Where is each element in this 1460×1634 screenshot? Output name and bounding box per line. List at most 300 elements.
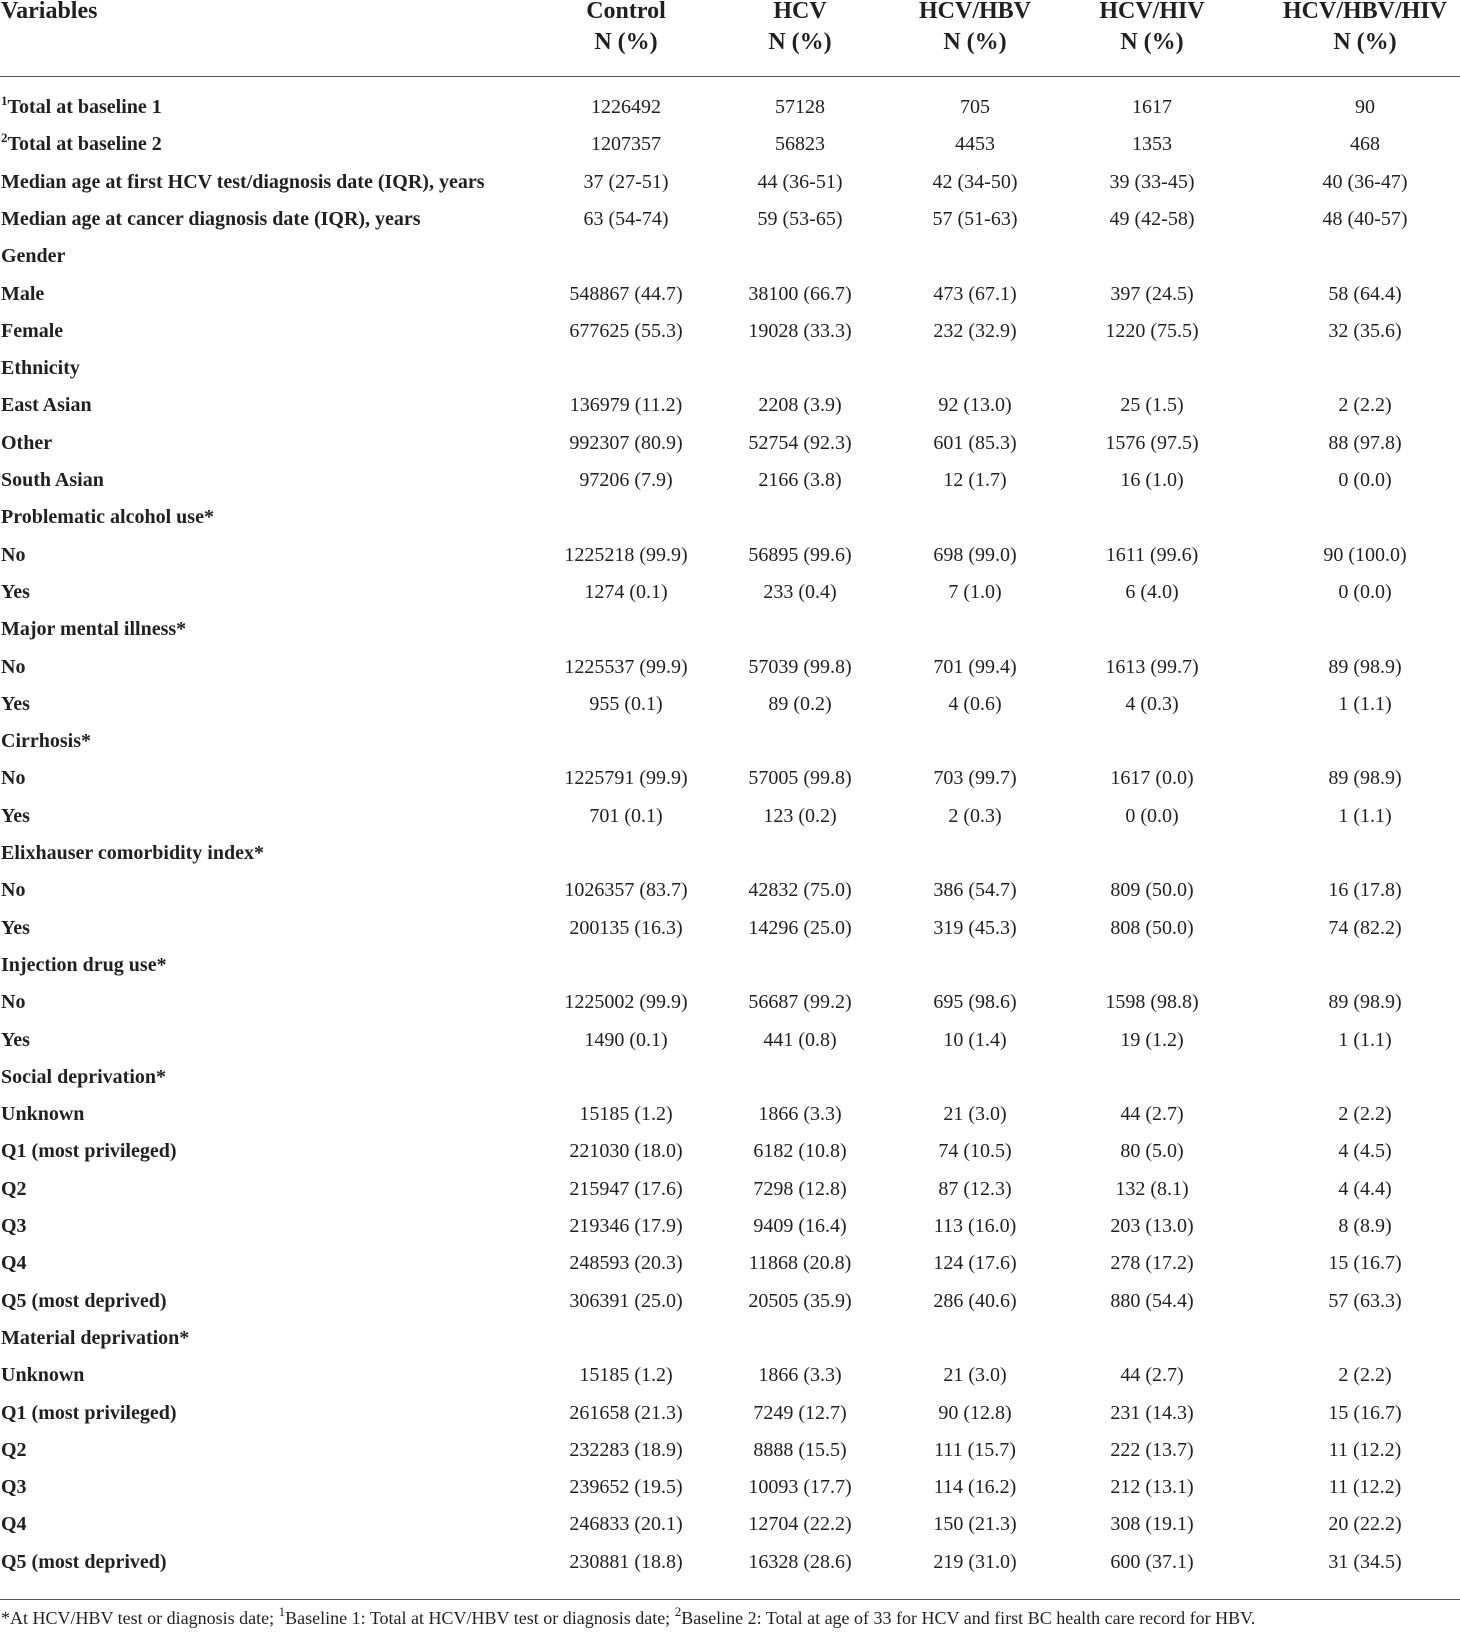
table-row	[0, 574, 1460, 611]
row-label	[1, 537, 25, 574]
table-cell: 48 (40-57)	[1322, 207, 1408, 230]
column-header-unit: N (%)	[768, 29, 832, 55]
table-cell: 1617	[1132, 96, 1172, 118]
table-cell: 87 (12.3)	[938, 1177, 1012, 1200]
table-section-row	[0, 499, 1460, 536]
row-label	[1, 201, 421, 238]
table-cell: 212 (13.1)	[1110, 1476, 1194, 1499]
table-row	[0, 760, 1460, 797]
table-row	[0, 984, 1460, 1021]
table-cell: 57005 (99.8)	[748, 767, 852, 790]
table-cell: 52754 (92.3)	[748, 431, 852, 454]
table-cell: 12704 (22.2)	[748, 1513, 852, 1536]
table-cell: 246833 (20.1)	[569, 1513, 683, 1536]
row-label-text: Q5 (most deprived)	[1, 1289, 167, 1312]
column-header-unit: N (%)	[594, 29, 658, 55]
table-cell: 233 (0.4)	[763, 580, 837, 603]
row-label-text: Yes	[1, 916, 30, 939]
row-label-text: Q1 (most privileged)	[1, 1401, 177, 1424]
column-header	[1265, 0, 1460, 58]
table-row	[0, 164, 1460, 201]
row-label	[1, 649, 25, 686]
column-header	[1052, 0, 1252, 58]
row-label-text: Q2	[1, 1177, 27, 1200]
table-row	[0, 1283, 1460, 1320]
table-cell: 8 (8.9)	[1338, 1215, 1392, 1237]
table-cell: 21 (3.0)	[943, 1364, 1007, 1387]
table-cell: 808 (50.0)	[1110, 916, 1194, 939]
table-cell: 90	[1355, 96, 1375, 118]
table-row	[0, 798, 1460, 835]
table-cell: 809 (50.0)	[1110, 879, 1194, 902]
row-label-text: Yes	[1, 1028, 30, 1051]
table-cell: 16 (1.0)	[1120, 469, 1184, 491]
row-label	[1, 1133, 177, 1170]
table-cell: 703 (99.7)	[933, 767, 1017, 790]
table-cell: 114 (16.2)	[933, 1476, 1017, 1499]
table-cell: 1353	[1132, 133, 1172, 156]
table-footnote	[1, 1606, 1255, 1630]
footer-rule	[0, 1599, 1460, 1600]
table-cell: 63 (54-74)	[583, 207, 669, 230]
footnote-text-2: Baseline 1: Total at HCV/HBV test or diagnosis date;	[285, 1608, 675, 1628]
row-label	[1, 1171, 27, 1208]
table-cell: 90 (12.8)	[938, 1401, 1012, 1424]
row-label	[1, 425, 52, 462]
row-label-text: Unknown	[1, 1103, 85, 1126]
table-cell: 386 (54.7)	[933, 879, 1017, 902]
table-cell: 219 (31.0)	[933, 1550, 1017, 1573]
table-cell: 1274 (0.1)	[584, 580, 668, 603]
table-cell: 1576 (97.5)	[1105, 431, 1199, 454]
table-cell: 15185 (1.2)	[579, 1364, 673, 1387]
row-label-text: Yes	[1, 804, 30, 827]
table-cell: 42832 (75.0)	[748, 879, 852, 902]
table-row	[0, 1395, 1460, 1432]
table-cell: 1026357 (83.7)	[564, 879, 688, 902]
row-label-text: No	[1, 991, 26, 1014]
table-cell: 57039 (99.8)	[748, 655, 852, 678]
row-label	[1, 1022, 30, 1059]
footnote-text-3: Baseline 2: Total at age of 33 for HCV and first BC health care record for HBV.	[681, 1608, 1256, 1628]
row-label	[1, 760, 25, 797]
table-cell: 49 (42-58)	[1109, 207, 1195, 230]
table-cell: 705	[960, 96, 990, 118]
table-row	[0, 1096, 1460, 1133]
row-label-text: Problematic alcohol use*	[1, 506, 214, 529]
table-cell: 19028 (33.3)	[748, 319, 852, 342]
row-label	[1, 1544, 167, 1581]
table-section-row	[0, 1320, 1460, 1357]
table-cell: 15 (16.7)	[1328, 1252, 1402, 1275]
table-row	[0, 1469, 1460, 1506]
row-label	[1, 276, 44, 313]
row-label-text: Other	[1, 431, 53, 454]
table-section-row	[0, 723, 1460, 760]
table-cell: 89 (98.9)	[1328, 767, 1402, 790]
row-label-text: Injection drug use*	[1, 953, 167, 976]
table-row	[0, 425, 1460, 462]
column-header	[526, 0, 726, 58]
table-cell: 15 (16.7)	[1328, 1401, 1402, 1424]
column-header	[700, 0, 900, 58]
table-cell: 701 (99.4)	[933, 655, 1017, 678]
table-cell: 89 (98.9)	[1328, 655, 1402, 678]
table-cell: 15185 (1.2)	[579, 1103, 673, 1126]
table-cell: 601 (85.3)	[933, 431, 1017, 454]
table-cell: 11868 (20.8)	[748, 1252, 852, 1275]
row-label	[1, 1320, 189, 1357]
row-label	[1, 1432, 27, 1469]
column-header	[875, 0, 1075, 58]
row-label-text: No	[1, 655, 26, 678]
table-row	[0, 1245, 1460, 1282]
row-label-text: Elixhauser comorbidity index*	[1, 842, 264, 864]
table-cell: 7298 (12.8)	[753, 1177, 847, 1200]
table-cell: 1 (1.1)	[1338, 692, 1392, 715]
table-cell: 56687 (99.2)	[748, 991, 852, 1014]
row-label	[1, 238, 65, 275]
table-cell: 4 (0.6)	[948, 692, 1002, 715]
table-cell: 1225791 (99.9)	[564, 767, 688, 790]
table-section-row	[0, 611, 1460, 648]
table-cell: 9409 (16.4)	[753, 1215, 847, 1237]
row-label-text: Ethnicity	[1, 357, 80, 380]
table-cell: 59 (53-65)	[757, 207, 843, 230]
variables-header: Variables	[1, 0, 98, 24]
row-label-text: No	[1, 879, 26, 902]
table-cell: 200135 (16.3)	[569, 916, 683, 939]
table-cell: 25 (1.5)	[1120, 394, 1184, 417]
column-header-name: Control	[586, 0, 666, 24]
table-cell: 1 (1.1)	[1338, 1028, 1392, 1051]
table-cell: 44 (36-51)	[757, 170, 843, 193]
row-label-text: No	[1, 767, 26, 790]
row-label	[1, 1245, 27, 1282]
row-label-text: Q3	[1, 1215, 27, 1237]
table-cell: 7 (1.0)	[948, 580, 1002, 603]
column-header-name: HCV	[773, 0, 827, 24]
table-cell: 58 (64.4)	[1328, 282, 1402, 305]
row-label	[1, 1357, 84, 1394]
row-label	[1, 1506, 27, 1543]
table-cell: 1613 (99.7)	[1105, 655, 1199, 678]
row-label	[1, 499, 214, 536]
column-header-name: HCV/HBV	[918, 0, 1031, 24]
table-cell: 123 (0.2)	[763, 804, 837, 827]
row-label	[1, 164, 484, 201]
table-cell: 11 (12.2)	[1328, 1438, 1402, 1461]
table-cell: 1611 (99.6)	[1105, 543, 1199, 566]
row-label-text: Median age at first HCV test/diagnosis date (IQR), years	[1, 170, 485, 193]
table-cell: 20 (22.2)	[1328, 1513, 1402, 1536]
table-cell: 0 (0.0)	[1338, 469, 1392, 491]
row-label-text: No	[1, 543, 26, 566]
table-cell: 701 (0.1)	[589, 804, 663, 827]
table-cell: 20505 (35.9)	[748, 1289, 852, 1312]
table-cell: 397 (24.5)	[1110, 282, 1194, 305]
row-label-text: Cirrhosis*	[1, 730, 91, 753]
column-header-unit: N (%)	[1333, 29, 1397, 55]
table-cell: 44 (2.7)	[1120, 1364, 1184, 1387]
table-section-row	[0, 1059, 1460, 1096]
table-cell: 473 (67.1)	[933, 282, 1017, 305]
table-cell: 1866 (3.3)	[758, 1103, 842, 1126]
table-cell: 37 (27-51)	[583, 170, 669, 193]
table-cell: 32 (35.6)	[1328, 319, 1402, 342]
table-cell: 319 (45.3)	[933, 916, 1017, 939]
row-label-text: Female	[1, 319, 64, 342]
table-section-row	[0, 350, 1460, 387]
table-row	[0, 1357, 1460, 1394]
table-cell: 1226492	[591, 96, 661, 118]
table-cell: 57 (51-63)	[932, 207, 1018, 230]
table-cell: 6 (4.0)	[1125, 580, 1179, 603]
table-row	[0, 1133, 1460, 1170]
table-cell: 468	[1350, 133, 1380, 156]
table-cell: 40 (36-47)	[1322, 170, 1408, 193]
row-label	[1, 387, 92, 424]
table-cell: 215947 (17.6)	[569, 1177, 683, 1200]
table-cell: 600 (37.1)	[1110, 1550, 1194, 1573]
row-label-text: Social deprivation*	[1, 1065, 167, 1088]
table-cell: 4 (4.4)	[1338, 1177, 1392, 1200]
table-cell: 80 (5.0)	[1120, 1140, 1184, 1163]
table-row	[0, 872, 1460, 909]
row-label-text: Unknown	[1, 1364, 85, 1387]
row-label	[1, 984, 25, 1021]
row-label-text: Material deprivation*	[1, 1326, 190, 1349]
table-cell: 278 (17.2)	[1110, 1252, 1194, 1275]
row-label-text: Q5 (most deprived)	[1, 1550, 167, 1573]
row-label-text: Gender	[1, 245, 66, 268]
footnote-text-1: *At HCV/HBV test or diagnosis date;	[1, 1608, 279, 1628]
row-label	[1, 1283, 167, 1320]
table-row	[0, 1171, 1460, 1208]
table-row	[0, 1544, 1460, 1581]
row-label-text: South Asian	[1, 469, 104, 491]
table-cell: 150 (21.3)	[933, 1513, 1017, 1536]
table-cell: 261658 (21.3)	[569, 1401, 683, 1424]
table-cell: 222 (13.7)	[1110, 1438, 1194, 1461]
table-cell: 89 (0.2)	[768, 692, 832, 715]
table-cell: 230881 (18.8)	[569, 1550, 683, 1573]
row-label	[1, 872, 25, 909]
table-cell: 232283 (18.9)	[569, 1438, 683, 1461]
header-rule	[0, 76, 1460, 77]
column-header-name: HCV/HIV	[1099, 0, 1205, 24]
table-cell: 1 (1.1)	[1338, 804, 1392, 827]
table-section-row	[0, 835, 1460, 872]
table-cell: 203 (13.0)	[1110, 1215, 1194, 1237]
table-row	[0, 910, 1460, 947]
table-cell: 56823	[775, 133, 825, 156]
row-label	[1, 126, 162, 163]
table-cell: 695 (98.6)	[933, 991, 1017, 1014]
row-label-text: Yes	[1, 692, 30, 715]
row-label	[1, 798, 30, 835]
table-cell: 1225002 (99.9)	[564, 991, 688, 1014]
row-label-sup: 2	[1, 130, 8, 146]
table-cell: 11 (12.2)	[1328, 1476, 1402, 1499]
row-label-text: Q2	[1, 1438, 27, 1461]
row-label	[1, 462, 104, 499]
table-cell: 10093 (17.7)	[748, 1476, 852, 1499]
table-row	[0, 1208, 1460, 1245]
table-cell: 2208 (3.9)	[758, 394, 842, 417]
row-label	[1, 350, 80, 387]
table-cell: 88 (97.8)	[1328, 431, 1402, 454]
row-label-text: Yes	[1, 580, 30, 603]
row-label	[1, 1059, 166, 1096]
row-label	[1, 686, 30, 723]
table-header	[0, 0, 1460, 76]
row-label	[1, 313, 63, 350]
table-cell: 57 (63.3)	[1328, 1289, 1402, 1312]
table-cell: 1207357	[591, 133, 661, 156]
table-cell: 132 (8.1)	[1115, 1177, 1189, 1200]
table-cell: 57128	[775, 96, 825, 118]
table-row	[0, 1432, 1460, 1469]
table-cell: 0 (0.0)	[1125, 804, 1179, 827]
row-label-text: Major mental illness*	[1, 618, 187, 641]
row-label-text: Q1 (most privileged)	[1, 1140, 177, 1163]
row-label	[1, 574, 30, 611]
table-cell: 38100 (66.7)	[748, 282, 852, 305]
table-cell: 16328 (28.6)	[748, 1550, 852, 1573]
table-cell: 955 (0.1)	[589, 692, 663, 715]
table-row	[0, 89, 1460, 126]
table-cell: 7249 (12.7)	[753, 1401, 847, 1424]
table-cell: 2 (2.2)	[1338, 394, 1392, 417]
table-row	[0, 1506, 1460, 1543]
table-cell: 1225218 (99.9)	[564, 543, 688, 566]
column-header-unit: N (%)	[1120, 29, 1184, 55]
row-label-text: Median age at cancer diagnosis date (IQR), years	[1, 207, 421, 230]
table-cell: 232 (32.9)	[933, 319, 1017, 342]
table-cell: 306391 (25.0)	[569, 1289, 683, 1312]
table-cell: 308 (19.1)	[1110, 1513, 1194, 1536]
table-row	[0, 126, 1460, 163]
row-label	[1, 910, 30, 947]
table-cell: 97206 (7.9)	[579, 469, 673, 491]
table-row	[0, 1022, 1460, 1059]
row-label-sup: 1	[1, 93, 8, 108]
table-section-row	[0, 238, 1460, 275]
row-label	[1, 1208, 27, 1245]
table-cell: 124 (17.6)	[933, 1252, 1017, 1275]
row-label-text: Q4	[1, 1513, 27, 1536]
table-cell: 2 (2.2)	[1338, 1103, 1392, 1126]
table-cell: 1866 (3.3)	[758, 1364, 842, 1387]
table-cell: 286 (40.6)	[933, 1289, 1017, 1312]
table-row	[0, 313, 1460, 350]
table-cell: 39 (33-45)	[1109, 170, 1195, 193]
row-label-text: Q3	[1, 1476, 27, 1499]
table-cell: 1490 (0.1)	[584, 1028, 668, 1051]
table-cell: 677625 (55.3)	[569, 319, 683, 342]
table-cell: 8888 (15.5)	[753, 1438, 847, 1461]
row-label	[1, 611, 186, 648]
table-cell: 74 (10.5)	[938, 1140, 1012, 1163]
table-cell: 231 (14.3)	[1110, 1401, 1194, 1424]
table-cell: 111 (15.7)	[934, 1438, 1016, 1461]
table-cell: 1598 (98.8)	[1105, 991, 1199, 1014]
table-cell: 1225537 (99.9)	[564, 655, 688, 678]
table-cell: 548867 (44.7)	[569, 282, 683, 305]
table-row	[0, 201, 1460, 238]
table-row	[0, 462, 1460, 499]
table-row	[0, 276, 1460, 313]
table-cell: 136979 (11.2)	[569, 394, 683, 417]
table-cell: 0 (0.0)	[1338, 580, 1392, 603]
table-cell: 4 (4.5)	[1338, 1140, 1392, 1163]
table-cell: 248593 (20.3)	[569, 1252, 683, 1275]
row-label-text: Total at baseline 2	[7, 133, 162, 156]
table-cell: 2 (0.3)	[948, 804, 1002, 827]
table-cell: 31 (34.5)	[1328, 1550, 1402, 1573]
table-cell: 56895 (99.6)	[748, 543, 852, 566]
table-cell: 16 (17.8)	[1328, 879, 1402, 902]
row-label	[1, 1469, 27, 1506]
table-section-row	[0, 947, 1460, 984]
table-cell: 1220 (75.5)	[1105, 319, 1199, 342]
row-label-text: Male	[1, 282, 45, 305]
row-label	[1, 89, 162, 126]
footnote-sup-2: 2	[674, 1604, 682, 1619]
table-cell: 441 (0.8)	[763, 1028, 837, 1051]
table-cell: 992307 (80.9)	[569, 431, 683, 454]
table-cell: 2166 (3.8)	[758, 469, 842, 491]
table-cell: 14296 (25.0)	[748, 916, 852, 939]
table-cell: 219346 (17.9)	[569, 1215, 683, 1237]
table-cell: 42 (34-50)	[932, 170, 1018, 193]
table-row	[0, 649, 1460, 686]
column-header-unit: N (%)	[943, 29, 1007, 55]
table-cell: 89 (98.9)	[1328, 991, 1402, 1014]
row-label	[1, 835, 264, 872]
table-cell: 10 (1.4)	[943, 1028, 1007, 1051]
table-cell: 880 (54.4)	[1110, 1289, 1194, 1312]
row-label	[1, 1395, 177, 1432]
table-cell: 90 (100.0)	[1323, 543, 1407, 566]
row-label	[1, 947, 167, 984]
row-label-text: Q4	[1, 1252, 27, 1275]
table-cell: 44 (2.7)	[1120, 1103, 1184, 1126]
row-label	[1, 1096, 84, 1133]
table-cell: 221030 (18.0)	[569, 1140, 683, 1163]
table-cell: 74 (82.2)	[1328, 916, 1402, 939]
table-cell: 6182 (10.8)	[753, 1140, 847, 1163]
row-label-text: East Asian	[1, 394, 92, 417]
table-cell: 4 (0.3)	[1125, 692, 1179, 715]
table-cell: 19 (1.2)	[1120, 1028, 1184, 1051]
table-cell: 12 (1.7)	[943, 469, 1007, 491]
row-label	[1, 723, 91, 760]
table-row	[0, 686, 1460, 723]
table-cell: 21 (3.0)	[943, 1103, 1007, 1126]
table-cell: 698 (99.0)	[933, 543, 1017, 566]
footnote-sup-1: 1	[278, 1604, 286, 1619]
table-row	[0, 537, 1460, 574]
table-cell: 1617 (0.0)	[1110, 767, 1194, 790]
row-label-text: Total at baseline 1	[7, 96, 162, 118]
table-cell: 4453	[955, 133, 995, 156]
table-cell: 2 (2.2)	[1338, 1364, 1392, 1387]
table-cell: 92 (13.0)	[938, 394, 1012, 417]
table-cell: 239652 (19.5)	[569, 1476, 683, 1499]
table-cell: 113 (16.0)	[933, 1215, 1017, 1237]
